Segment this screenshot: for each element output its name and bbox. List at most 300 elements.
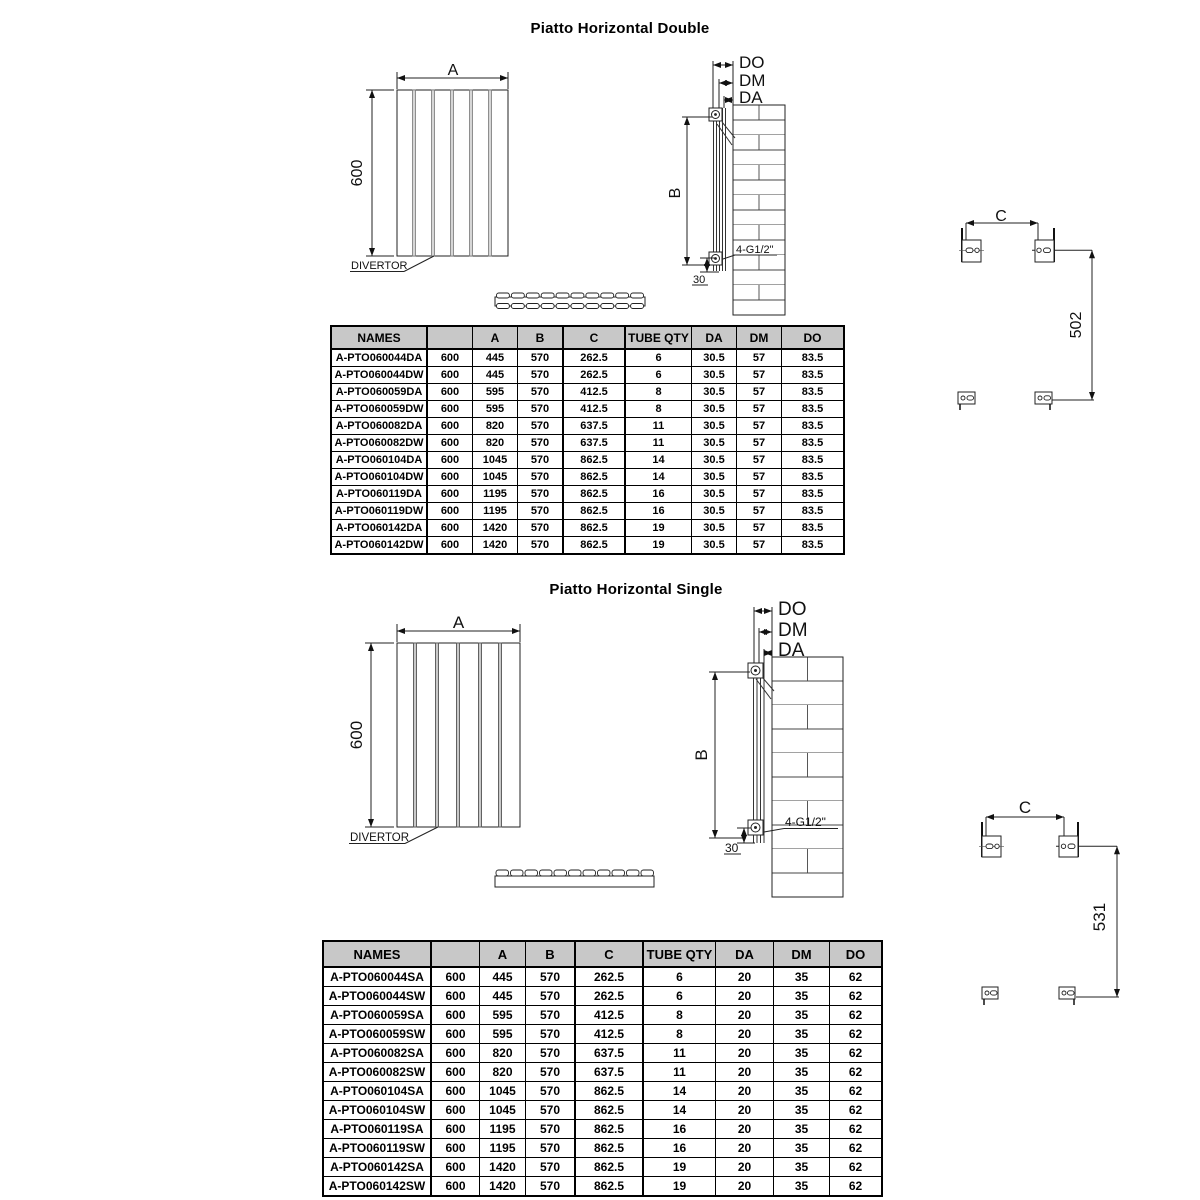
value-cell: 600 <box>427 486 473 503</box>
top-right-bracket <box>1059 822 1078 857</box>
value-cell: 570 <box>518 469 564 486</box>
column-header: DM <box>774 941 830 967</box>
value-cell: 83.5 <box>782 520 845 537</box>
tube-row-top <box>496 870 654 876</box>
value-cell: 11 <box>643 1044 716 1063</box>
column-header: DM <box>737 326 782 349</box>
value-cell: 570 <box>518 401 564 418</box>
model-name-cell: A-PTO060044DA <box>331 349 427 367</box>
dim-dm-label: DM <box>778 620 808 641</box>
value-cell: 600 <box>431 967 480 987</box>
value-cell: 862.5 <box>563 469 625 486</box>
column-header: NAMES <box>331 326 427 349</box>
value-cell: 600 <box>427 367 473 384</box>
model-name-cell: A-PTO060119DW <box>331 503 427 520</box>
table-row <box>331 401 844 418</box>
model-name-cell: A-PTO060142DW <box>331 537 427 555</box>
model-name-cell: A-PTO060104DW <box>331 469 427 486</box>
value-cell: 862.5 <box>563 520 625 537</box>
thread-label: 4-G1/2" <box>785 815 826 829</box>
dimension-lines <box>366 72 508 256</box>
model-name-cell: A-PTO060104DA <box>331 452 427 469</box>
value-cell: 57 <box>737 418 782 435</box>
value-cell: 570 <box>526 987 576 1006</box>
column-header <box>431 941 480 967</box>
value-cell: 862.5 <box>575 1158 643 1177</box>
value-cell: 570 <box>518 349 564 367</box>
value-cell: 600 <box>427 418 473 435</box>
dim-30-label: 30 <box>693 274 706 286</box>
value-cell: 35 <box>774 1139 830 1158</box>
value-cell: 30.5 <box>692 537 737 555</box>
value-cell: 30.5 <box>692 349 737 367</box>
table-row <box>331 503 844 520</box>
table-row <box>323 1006 882 1025</box>
value-cell: 57 <box>737 367 782 384</box>
value-cell: 412.5 <box>563 401 625 418</box>
value-cell: 57 <box>737 469 782 486</box>
value-cell: 6 <box>625 349 692 367</box>
value-cell: 862.5 <box>563 486 625 503</box>
value-cell: 8 <box>625 401 692 418</box>
value-cell: 262.5 <box>575 987 643 1006</box>
value-cell: 62 <box>830 1006 883 1025</box>
model-name-cell: A-PTO060082DA <box>331 418 427 435</box>
value-cell: 35 <box>774 1158 830 1177</box>
model-name-cell: A-PTO060142SW <box>323 1177 431 1197</box>
model-name-cell: A-PTO060104SW <box>323 1101 431 1120</box>
model-name-cell: A-PTO060142DA <box>331 520 427 537</box>
model-name-cell: A-PTO060059DW <box>331 401 427 418</box>
model-name-cell: A-PTO060142SA <box>323 1158 431 1177</box>
value-cell: 570 <box>518 384 564 401</box>
value-cell: 57 <box>737 349 782 367</box>
value-cell: 20 <box>716 967 774 987</box>
column-header: TUBE QTY <box>625 326 692 349</box>
value-cell: 35 <box>774 1120 830 1139</box>
value-cell: 595 <box>473 401 518 418</box>
header-row <box>331 326 844 349</box>
value-cell: 262.5 <box>563 367 625 384</box>
top-view-single <box>492 866 662 890</box>
value-cell: 83.5 <box>782 367 845 384</box>
value-cell: 20 <box>716 987 774 1006</box>
value-cell: 1045 <box>473 452 518 469</box>
dim-a-label: A <box>447 62 459 79</box>
value-cell: 412.5 <box>575 1006 643 1025</box>
value-cell: 570 <box>526 967 576 987</box>
value-cell: 83.5 <box>782 452 845 469</box>
value-cell: 57 <box>737 503 782 520</box>
value-cell: 445 <box>480 967 526 987</box>
dimension-lines <box>365 624 520 827</box>
value-cell: 62 <box>830 1025 883 1044</box>
value-cell: 35 <box>774 1044 830 1063</box>
value-cell: 6 <box>643 987 716 1006</box>
column-header: C <box>563 326 625 349</box>
value-cell: 35 <box>774 1101 830 1120</box>
value-cell: 600 <box>431 1120 480 1139</box>
dim-do-label: DO <box>778 599 807 620</box>
model-name-cell: A-PTO060044SW <box>323 987 431 1006</box>
thread-label: 4-G1/2" <box>736 244 774 256</box>
value-cell: 1195 <box>473 503 518 520</box>
dim-do-label: DO <box>739 53 765 72</box>
value-cell: 83.5 <box>782 418 845 435</box>
side-view-double <box>667 44 812 328</box>
table-row <box>323 1044 882 1063</box>
value-cell: 862.5 <box>575 1101 643 1120</box>
brick-wall <box>772 657 843 897</box>
value-cell: 62 <box>830 1139 883 1158</box>
value-cell: 1420 <box>473 537 518 555</box>
value-cell: 83.5 <box>782 401 845 418</box>
value-cell: 20 <box>716 1082 774 1101</box>
value-cell: 62 <box>830 1158 883 1177</box>
value-cell: 570 <box>526 1101 576 1120</box>
table-row <box>323 1139 882 1158</box>
value-cell: 570 <box>518 520 564 537</box>
value-cell: 570 <box>518 503 564 520</box>
value-cell: 35 <box>774 1006 830 1025</box>
brick-wall <box>733 105 785 315</box>
value-cell: 57 <box>737 486 782 503</box>
radiator-side-profile <box>714 108 736 271</box>
value-cell: 62 <box>830 1044 883 1063</box>
value-cell: 445 <box>473 367 518 384</box>
column-header: DO <box>830 941 883 967</box>
value-cell: 11 <box>625 418 692 435</box>
value-cell: 862.5 <box>575 1082 643 1101</box>
value-cell: 600 <box>431 1158 480 1177</box>
value-cell: 83.5 <box>782 486 845 503</box>
bottom-left-bracket <box>958 392 975 410</box>
value-cell: 35 <box>774 1177 830 1197</box>
top-fitting <box>709 108 722 121</box>
column-header: A <box>473 326 518 349</box>
value-cell: 30.5 <box>692 452 737 469</box>
model-name-cell: A-PTO060059SW <box>323 1025 431 1044</box>
value-cell: 16 <box>643 1120 716 1139</box>
dim-c-label: C <box>995 208 1007 225</box>
table-row <box>331 349 844 367</box>
model-name-cell: A-PTO060044SA <box>323 967 431 987</box>
value-cell: 83.5 <box>782 537 845 555</box>
value-cell: 62 <box>830 1082 883 1101</box>
value-cell: 862.5 <box>563 452 625 469</box>
value-cell: 83.5 <box>782 349 845 367</box>
value-cell: 6 <box>643 967 716 987</box>
value-cell: 1420 <box>480 1177 526 1197</box>
value-cell: 6 <box>625 367 692 384</box>
value-cell: 8 <box>643 1025 716 1044</box>
table-row <box>331 435 844 452</box>
top-fitting <box>748 663 763 678</box>
value-cell: 595 <box>473 384 518 401</box>
divertor-label: DIVERTOR <box>350 832 410 844</box>
value-cell: 445 <box>473 349 518 367</box>
divertor-label: DIVERTOR <box>351 260 408 272</box>
value-cell: 19 <box>643 1177 716 1197</box>
value-cell: 600 <box>427 435 473 452</box>
value-cell: 600 <box>427 537 473 555</box>
model-name-cell: A-PTO060104SA <box>323 1082 431 1101</box>
model-name-cell: A-PTO060059DA <box>331 384 427 401</box>
value-cell: 820 <box>473 435 518 452</box>
value-cell: 445 <box>480 987 526 1006</box>
value-cell: 20 <box>716 1025 774 1044</box>
model-name-cell: A-PTO060082DW <box>331 435 427 452</box>
value-cell: 57 <box>737 384 782 401</box>
top-left-bracket <box>959 228 984 262</box>
value-cell: 16 <box>625 486 692 503</box>
column-header: NAMES <box>323 941 431 967</box>
value-cell: 62 <box>830 1177 883 1197</box>
value-cell: 600 <box>431 1006 480 1025</box>
value-cell: 412.5 <box>563 384 625 401</box>
value-cell: 1195 <box>480 1139 526 1158</box>
value-cell: 600 <box>427 349 473 367</box>
spec-table-single <box>322 940 883 1197</box>
value-cell: 600 <box>431 1101 480 1120</box>
value-cell: 600 <box>427 503 473 520</box>
value-cell: 820 <box>473 418 518 435</box>
front-view-single <box>343 606 533 848</box>
value-cell: 600 <box>427 520 473 537</box>
dim-30-label: 30 <box>725 841 739 855</box>
bottom-right-bracket <box>1035 392 1052 410</box>
value-cell: 57 <box>737 537 782 555</box>
value-cell: 262.5 <box>563 349 625 367</box>
model-name-cell: A-PTO060119DA <box>331 486 427 503</box>
value-cell: 262.5 <box>575 967 643 987</box>
value-cell: 20 <box>716 1044 774 1063</box>
model-name-cell: A-PTO060082SA <box>323 1044 431 1063</box>
value-cell: 83.5 <box>782 469 845 486</box>
value-cell: 862.5 <box>575 1177 643 1197</box>
column-header: B <box>518 326 564 349</box>
value-cell: 600 <box>427 452 473 469</box>
value-cell: 11 <box>643 1063 716 1082</box>
table-row <box>323 967 882 987</box>
dim-b-label: B <box>692 749 711 761</box>
panel-slats <box>413 90 492 256</box>
value-cell: 20 <box>716 1120 774 1139</box>
value-cell: 600 <box>431 1139 480 1158</box>
table-row <box>323 1177 882 1197</box>
value-cell: 83.5 <box>782 503 845 520</box>
model-name-cell: A-PTO060059SA <box>323 1006 431 1025</box>
panel-slats <box>414 643 502 827</box>
value-cell: 600 <box>431 1044 480 1063</box>
value-cell: 30.5 <box>692 384 737 401</box>
value-cell: 20 <box>716 1158 774 1177</box>
value-cell: 11 <box>625 435 692 452</box>
value-cell: 62 <box>830 1120 883 1139</box>
spec-table-double <box>330 325 845 555</box>
value-cell: 83.5 <box>782 384 845 401</box>
table-row <box>331 537 844 555</box>
table-row <box>323 987 882 1006</box>
value-cell: 600 <box>427 384 473 401</box>
bottom-right-bracket <box>1059 987 1075 1005</box>
value-cell: 30.5 <box>692 520 737 537</box>
value-cell: 16 <box>625 503 692 520</box>
value-cell: 30.5 <box>692 367 737 384</box>
top-view-double <box>492 291 652 311</box>
column-header: C <box>575 941 643 967</box>
column-header: A <box>480 941 526 967</box>
value-cell: 570 <box>526 1177 576 1197</box>
column-header: DA <box>692 326 737 349</box>
header-row <box>323 941 882 967</box>
value-cell: 570 <box>518 367 564 384</box>
bracket-view-single <box>958 786 1133 1011</box>
table-row <box>331 418 844 435</box>
value-cell: 62 <box>830 1101 883 1120</box>
dim-600-label: 600 <box>349 159 366 187</box>
table-row <box>331 486 844 503</box>
value-cell: 412.5 <box>575 1025 643 1044</box>
value-cell: 595 <box>480 1006 526 1025</box>
value-cell: 14 <box>625 452 692 469</box>
value-cell: 1420 <box>473 520 518 537</box>
value-cell: 570 <box>526 1063 576 1082</box>
value-cell: 570 <box>518 452 564 469</box>
value-cell: 595 <box>480 1025 526 1044</box>
value-cell: 600 <box>431 1177 480 1197</box>
table-row <box>323 1082 882 1101</box>
value-cell: 57 <box>737 435 782 452</box>
table-row <box>331 520 844 537</box>
profile-bar <box>495 876 654 887</box>
value-cell: 20 <box>716 1139 774 1158</box>
value-cell: 600 <box>431 1025 480 1044</box>
table-row <box>323 1158 882 1177</box>
dim-a-label: A <box>452 613 465 632</box>
value-cell: 19 <box>643 1158 716 1177</box>
side-view-single <box>692 591 848 905</box>
value-cell: 57 <box>737 401 782 418</box>
value-cell: 570 <box>526 1006 576 1025</box>
value-cell: 1420 <box>480 1158 526 1177</box>
value-cell: 637.5 <box>563 418 625 435</box>
dim-600-label: 600 <box>347 720 366 750</box>
table-row <box>331 384 844 401</box>
value-cell: 1045 <box>480 1082 526 1101</box>
column-header: TUBE QTY <box>643 941 716 967</box>
value-cell: 1195 <box>473 486 518 503</box>
value-cell: 62 <box>830 1063 883 1082</box>
table-row <box>323 1025 882 1044</box>
dim-c-label: C <box>1018 798 1032 817</box>
value-cell: 570 <box>526 1158 576 1177</box>
value-cell: 570 <box>526 1120 576 1139</box>
value-cell: 637.5 <box>575 1063 643 1082</box>
table-row <box>331 469 844 486</box>
dim-span-label: 502 <box>1068 311 1085 339</box>
value-cell: 820 <box>480 1044 526 1063</box>
value-cell: 570 <box>518 435 564 452</box>
column-header: DO <box>782 326 845 349</box>
model-name-cell: A-PTO060044DW <box>331 367 427 384</box>
radiator-side-profile <box>754 663 775 843</box>
value-cell: 20 <box>716 1063 774 1082</box>
dimension-lines <box>966 223 1094 400</box>
value-cell: 820 <box>480 1063 526 1082</box>
value-cell: 30.5 <box>692 401 737 418</box>
value-cell: 19 <box>625 520 692 537</box>
dim-da-label: DA <box>778 640 805 661</box>
value-cell: 35 <box>774 967 830 987</box>
dim-da-label: DA <box>739 88 763 107</box>
value-cell: 62 <box>830 967 883 987</box>
table-row <box>323 1101 882 1120</box>
value-cell: 862.5 <box>575 1139 643 1158</box>
value-cell: 35 <box>774 987 830 1006</box>
value-cell: 30.5 <box>692 503 737 520</box>
value-cell: 35 <box>774 1082 830 1101</box>
value-cell: 862.5 <box>563 503 625 520</box>
column-header: DA <box>716 941 774 967</box>
value-cell: 570 <box>518 418 564 435</box>
front-view-double <box>343 53 528 283</box>
value-cell: 1045 <box>473 469 518 486</box>
value-cell: 20 <box>716 1177 774 1197</box>
dim-dm-label: DM <box>739 71 766 90</box>
value-cell: 600 <box>427 469 473 486</box>
column-header <box>427 326 473 349</box>
value-cell: 1195 <box>480 1120 526 1139</box>
value-cell: 570 <box>526 1082 576 1101</box>
value-cell: 35 <box>774 1025 830 1044</box>
bottom-left-bracket <box>982 987 998 1005</box>
value-cell: 62 <box>830 987 883 1006</box>
value-cell: 14 <box>643 1082 716 1101</box>
value-cell: 83.5 <box>782 435 845 452</box>
value-cell: 600 <box>427 401 473 418</box>
value-cell: 570 <box>526 1139 576 1158</box>
bracket-view-double <box>933 198 1108 413</box>
dim-span-label: 531 <box>1090 902 1109 932</box>
value-cell: 16 <box>643 1139 716 1158</box>
model-name-cell: A-PTO060119SW <box>323 1139 431 1158</box>
value-cell: 600 <box>431 1082 480 1101</box>
value-cell: 8 <box>625 384 692 401</box>
value-cell: 30.5 <box>692 486 737 503</box>
value-cell: 570 <box>526 1025 576 1044</box>
value-cell: 20 <box>716 1101 774 1120</box>
value-cell: 862.5 <box>575 1120 643 1139</box>
value-cell: 57 <box>737 520 782 537</box>
value-cell: 14 <box>643 1101 716 1120</box>
section-title-single: Piatto Horizontal Single <box>549 581 723 598</box>
model-name-cell: A-PTO060119SA <box>323 1120 431 1139</box>
table-row <box>323 1063 882 1082</box>
value-cell: 570 <box>518 537 564 555</box>
value-cell: 30.5 <box>692 469 737 486</box>
value-cell: 600 <box>431 1063 480 1082</box>
table-row <box>331 367 844 384</box>
top-left-bracket <box>979 822 1004 857</box>
value-cell: 862.5 <box>563 537 625 555</box>
section-title-double: Piatto Horizontal Double <box>530 20 710 37</box>
value-cell: 637.5 <box>575 1044 643 1063</box>
value-cell: 30.5 <box>692 435 737 452</box>
value-cell: 35 <box>774 1063 830 1082</box>
value-cell: 570 <box>526 1044 576 1063</box>
column-header: B <box>526 941 576 967</box>
